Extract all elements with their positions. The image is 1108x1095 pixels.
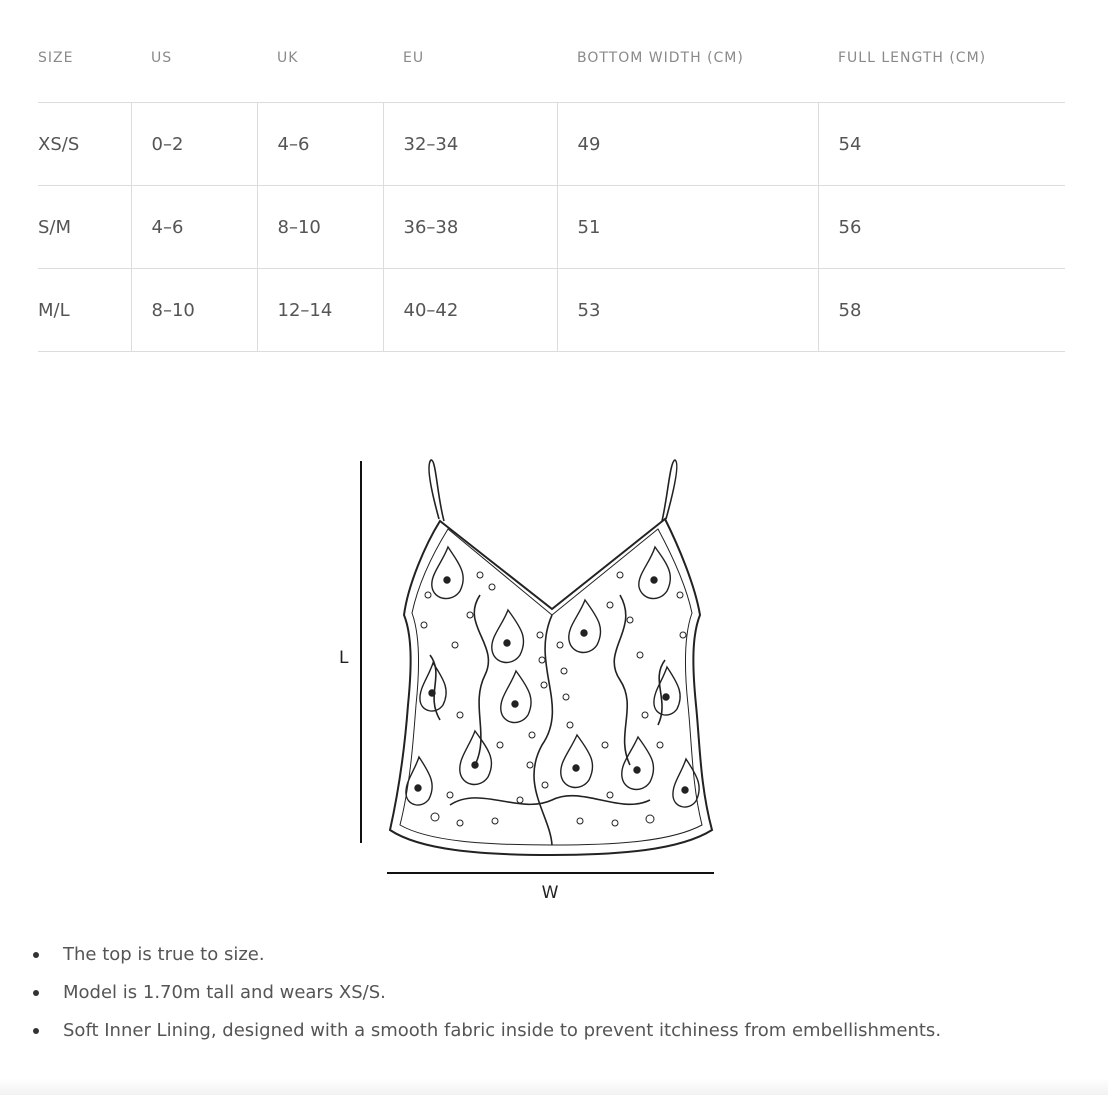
table-row xyxy=(38,103,1065,186)
header-eu: EU xyxy=(383,36,557,103)
header-bottom-width: BOTTOM WIDTH (CM) xyxy=(557,36,818,103)
cell-us: 8–10 xyxy=(131,269,257,352)
cell-full-length: 54 xyxy=(818,103,1065,186)
cell-bottom-width: 51 xyxy=(557,186,818,269)
cell-uk: 12–14 xyxy=(257,269,383,352)
sizing-notes-list xyxy=(33,936,941,1050)
cell-size: S/M xyxy=(38,186,131,269)
list-item: Model is 1.70m tall and wears XS/S. xyxy=(33,974,941,1012)
cell-uk: 4–6 xyxy=(257,103,383,186)
cell-eu: 32–34 xyxy=(383,103,557,186)
cell-us: 4–6 xyxy=(131,186,257,269)
cell-full-length: 58 xyxy=(818,269,1065,352)
table-header-row xyxy=(38,36,1065,103)
cell-eu: 36–38 xyxy=(383,186,557,269)
paisley-motifs xyxy=(406,547,699,807)
length-label: L xyxy=(339,648,349,668)
camisole-top-sketch-icon xyxy=(390,460,712,855)
cell-full-length: 56 xyxy=(818,186,1065,269)
cell-uk: 8–10 xyxy=(257,186,383,269)
camisole-measurement-diagram xyxy=(320,445,740,915)
cell-us: 0–2 xyxy=(131,103,257,186)
cell-bottom-width: 49 xyxy=(557,103,818,186)
size-chart-table xyxy=(38,36,1065,352)
page-bottom-edge xyxy=(0,1078,1108,1095)
table-row xyxy=(38,269,1065,352)
cell-size: M/L xyxy=(38,269,131,352)
list-item: The top is true to size. xyxy=(33,936,941,974)
header-uk: UK xyxy=(257,36,383,103)
header-size: SIZE xyxy=(38,36,131,103)
width-label: W xyxy=(541,883,559,903)
header-full-length: FULL LENGTH (CM) xyxy=(818,36,1065,103)
sequin-dots xyxy=(421,572,686,826)
list-item: Soft Inner Lining, designed with a smooth fabric inside to prevent itchiness from embellishments. xyxy=(33,1012,941,1050)
cell-eu: 40–42 xyxy=(383,269,557,352)
cell-size: XS/S xyxy=(38,103,131,186)
header-us: US xyxy=(131,36,257,103)
cell-bottom-width: 53 xyxy=(557,269,818,352)
table-row xyxy=(38,186,1065,269)
